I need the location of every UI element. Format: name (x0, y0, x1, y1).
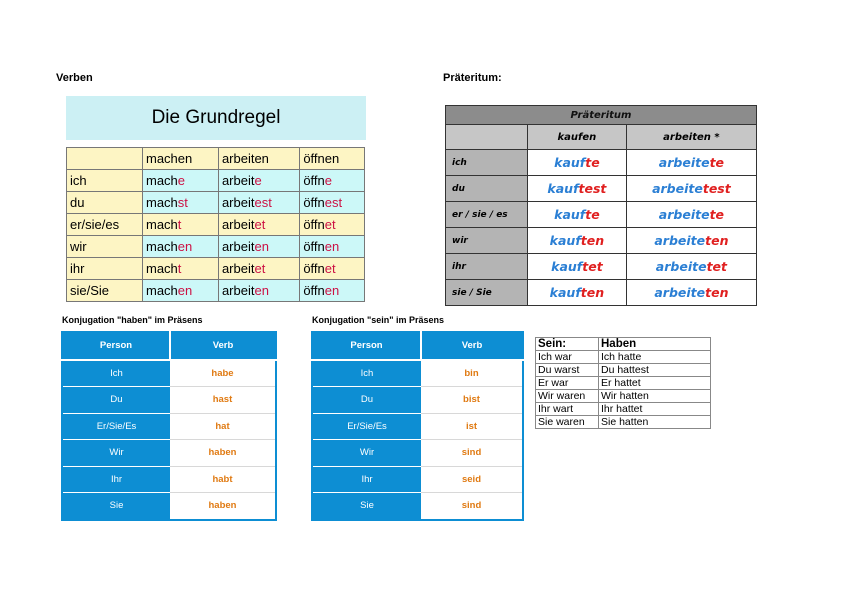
table-row (536, 416, 711, 429)
verb-cell: öffnen (300, 280, 365, 302)
table-header-row (446, 125, 757, 150)
header-cell: Haben (599, 338, 711, 351)
verb-cell: sind (421, 440, 523, 467)
pronoun-cell: ihr (446, 254, 528, 280)
person-cell: Wir (312, 440, 421, 467)
verb-cell: kauftest (528, 176, 627, 202)
verb-cell: kauftet (528, 254, 627, 280)
header-cell (446, 125, 528, 150)
pronoun-cell: ihr (67, 258, 143, 280)
verb-cell: macht (143, 258, 219, 280)
person-cell: Ich (62, 360, 170, 387)
pronoun-cell: ich (67, 170, 143, 192)
table-row (446, 150, 757, 176)
header-cell: Verb (170, 332, 276, 360)
table-row (67, 214, 365, 236)
table-row (62, 493, 276, 520)
pronoun-cell: er/sie/es (67, 214, 143, 236)
header-cell (67, 148, 143, 170)
table-row (446, 202, 757, 228)
verb-cell: bist (421, 387, 523, 414)
person-cell: Wir (62, 440, 170, 467)
table-row (536, 377, 711, 390)
verb-cell: seid (421, 466, 523, 493)
verb-cell: arbeiteten (626, 280, 756, 306)
sein-cell: Er war (536, 377, 599, 390)
praeteritum-table-title: Präteritum (446, 106, 757, 125)
haben-cell: Ihr hattet (599, 403, 711, 416)
table-row (312, 493, 523, 520)
verb-cell: kauften (528, 228, 627, 254)
table-row (536, 403, 711, 416)
person-cell: Du (62, 387, 170, 414)
verb-cell: arbeitetet (626, 254, 756, 280)
haben-cell: Sie hatten (599, 416, 711, 429)
verb-cell: öffnet (300, 214, 365, 236)
table-row (446, 254, 757, 280)
table-row (312, 387, 523, 414)
person-cell: Du (312, 387, 421, 414)
table-header-row (62, 332, 276, 360)
verb-cell: macht (143, 214, 219, 236)
verb-cell: habt (170, 466, 276, 493)
verb-cell: arbeitetest (626, 176, 756, 202)
grundregel-title: Die Grundregel (66, 96, 366, 140)
header-cell: Person (312, 332, 421, 360)
verb-cell: haben (170, 493, 276, 520)
header-cell: kaufen (528, 125, 627, 150)
verb-cell: machen (143, 280, 219, 302)
verb-cell: ist (421, 413, 523, 440)
table-header-row (536, 338, 711, 351)
grundregel-table (66, 147, 365, 302)
verben-heading: Verben (56, 72, 93, 84)
table-row (312, 466, 523, 493)
verb-cell: öffnen (300, 236, 365, 258)
haben-table (61, 331, 277, 521)
verb-cell: hat (170, 413, 276, 440)
verb-cell: öffnet (300, 258, 365, 280)
person-cell: Ihr (312, 466, 421, 493)
header-cell: Sein: (536, 338, 599, 351)
pronoun-cell: ich (446, 150, 528, 176)
table-row (312, 440, 523, 467)
pronoun-cell: du (67, 192, 143, 214)
table-header-row (67, 148, 365, 170)
person-cell: Er/Sie/Es (62, 413, 170, 440)
pronoun-cell: wir (67, 236, 143, 258)
verb-cell: kaufte (528, 202, 627, 228)
sein-cell: Ich war (536, 351, 599, 364)
table-row (536, 390, 711, 403)
table-row (536, 364, 711, 377)
sein-cell: Wir waren (536, 390, 599, 403)
verb-cell: arbeiten (218, 236, 299, 258)
verb-cell: arbeitet (218, 258, 299, 280)
table-row (62, 440, 276, 467)
verb-cell: kaufte (528, 150, 627, 176)
table-row (62, 413, 276, 440)
verb-cell: bin (421, 360, 523, 387)
praeteritum-table (445, 105, 757, 306)
header-cell: Person (62, 332, 170, 360)
header-cell: Verb (421, 332, 523, 360)
pronoun-cell: du (446, 176, 528, 202)
table-row (67, 192, 365, 214)
table-row (67, 170, 365, 192)
verb-cell: arbeitest (218, 192, 299, 214)
table-row (312, 360, 523, 387)
sein-cell: Ihr wart (536, 403, 599, 416)
verb-cell: arbeitet (218, 214, 299, 236)
verb-cell: arbeite (218, 170, 299, 192)
verb-cell: mache (143, 170, 219, 192)
person-cell: Ich (312, 360, 421, 387)
pronoun-cell: sie/Sie (67, 280, 143, 302)
person-cell: Sie (312, 493, 421, 520)
verb-cell: haben (170, 440, 276, 467)
table-row (67, 236, 365, 258)
table-row (67, 258, 365, 280)
verb-cell: machst (143, 192, 219, 214)
table-row (446, 280, 757, 306)
header-cell: öffnen (300, 148, 365, 170)
person-cell: Er/Sie/Es (312, 413, 421, 440)
header-cell: arbeiten (218, 148, 299, 170)
table-row (446, 228, 757, 254)
haben-cell: Ich hatte (599, 351, 711, 364)
verb-cell: sind (421, 493, 523, 520)
haben-cell: Er hattet (599, 377, 711, 390)
verb-cell: arbeiten (218, 280, 299, 302)
table-row (67, 280, 365, 302)
verb-cell: arbeiteten (626, 228, 756, 254)
verb-cell: öffne (300, 170, 365, 192)
haben-cell: Wir hatten (599, 390, 711, 403)
sein-cell: Du warst (536, 364, 599, 377)
sein-caption: Konjugation "sein" im Präsens (312, 315, 445, 325)
sein-haben-table (535, 337, 711, 429)
praeteritum-heading: Präteritum: (443, 72, 502, 84)
table-row (62, 360, 276, 387)
header-cell: arbeiten * (626, 125, 756, 150)
table-title-row (446, 106, 757, 125)
haben-caption: Konjugation "haben" im Präsens (62, 315, 203, 325)
pronoun-cell: er / sie / es (446, 202, 528, 228)
table-row (312, 413, 523, 440)
person-cell: Sie (62, 493, 170, 520)
verb-cell: machen (143, 236, 219, 258)
sein-table (311, 331, 524, 521)
sein-cell: Sie waren (536, 416, 599, 429)
verb-cell: hast (170, 387, 276, 414)
verb-cell: öffnest (300, 192, 365, 214)
verb-cell: arbeitete (626, 202, 756, 228)
pronoun-cell: sie / Sie (446, 280, 528, 306)
verb-cell: arbeitete (626, 150, 756, 176)
verb-cell: habe (170, 360, 276, 387)
person-cell: Ihr (62, 466, 170, 493)
header-cell: machen (143, 148, 219, 170)
table-row (62, 466, 276, 493)
verb-cell: kauften (528, 280, 627, 306)
table-row (536, 351, 711, 364)
table-header-row (312, 332, 523, 360)
pronoun-cell: wir (446, 228, 528, 254)
haben-cell: Du hattest (599, 364, 711, 377)
table-row (446, 176, 757, 202)
table-row (62, 387, 276, 414)
